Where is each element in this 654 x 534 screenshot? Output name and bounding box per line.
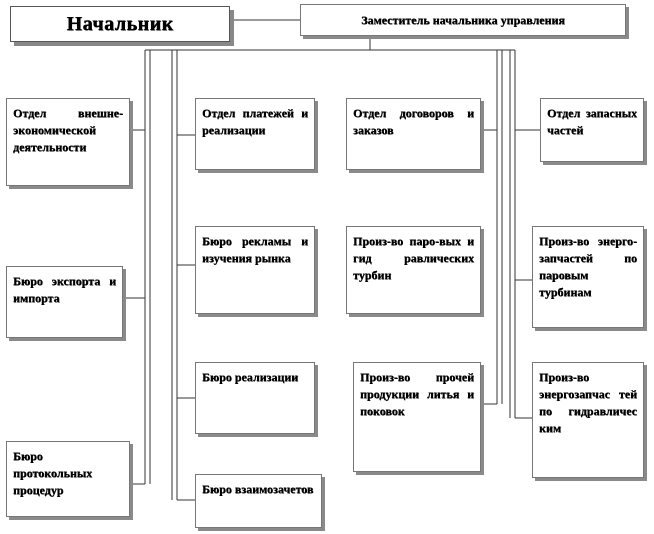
export-import-bureau-box bbox=[6, 266, 123, 338]
turbines-production-label: Произ-во паро-вых и гид равлических турбин bbox=[353, 234, 474, 282]
deputy-box bbox=[300, 4, 626, 36]
spare-parts-dept-box bbox=[540, 98, 644, 162]
foreign-trade-dept-label: Отдел внешне-экономической деятельности bbox=[13, 106, 123, 154]
head-label: Начальник bbox=[66, 13, 174, 35]
deputy-label: Заместитель начальника управления bbox=[361, 13, 565, 27]
other-products-label: Произ-во прочей продукции литья и поковок bbox=[360, 370, 474, 418]
payments-dept-box bbox=[195, 98, 315, 170]
advertising-bureau-label: Бюро рекламы и изучения рынка bbox=[202, 234, 308, 265]
protocol-bureau-label: Бюро протокольных процедур bbox=[13, 449, 93, 497]
turbines-production-box bbox=[346, 226, 481, 314]
sales-bureau-box bbox=[195, 362, 315, 434]
contracts-dept-box bbox=[346, 98, 481, 170]
hydro-spares-label: Произ-во энергозапчас тей по гидравличес ким bbox=[539, 370, 637, 435]
head-box bbox=[10, 6, 230, 42]
protocol-bureau-box bbox=[6, 441, 130, 517]
offsets-bureau-box bbox=[195, 474, 322, 528]
spare-parts-dept-label: Отдел запасных частей bbox=[547, 106, 637, 137]
offsets-bureau-label: Бюро взаимозачетов bbox=[202, 482, 314, 496]
contracts-dept-label: Отдел договоров и заказов bbox=[353, 106, 474, 137]
steam-spares-box bbox=[532, 226, 644, 328]
steam-spares-label: Произ-во энерго-запчастей по паровым турбинам bbox=[539, 234, 637, 299]
export-import-bureau-label: Бюро экспорта и импорта bbox=[13, 274, 116, 305]
other-products-box bbox=[353, 362, 481, 472]
payments-dept-label: Отдел платежей и реализации bbox=[202, 106, 308, 137]
advertising-bureau-box bbox=[195, 226, 315, 314]
foreign-trade-dept-box bbox=[6, 98, 130, 186]
hydro-spares-box bbox=[532, 362, 644, 478]
sales-bureau-label: Бюро реализации bbox=[202, 370, 299, 384]
